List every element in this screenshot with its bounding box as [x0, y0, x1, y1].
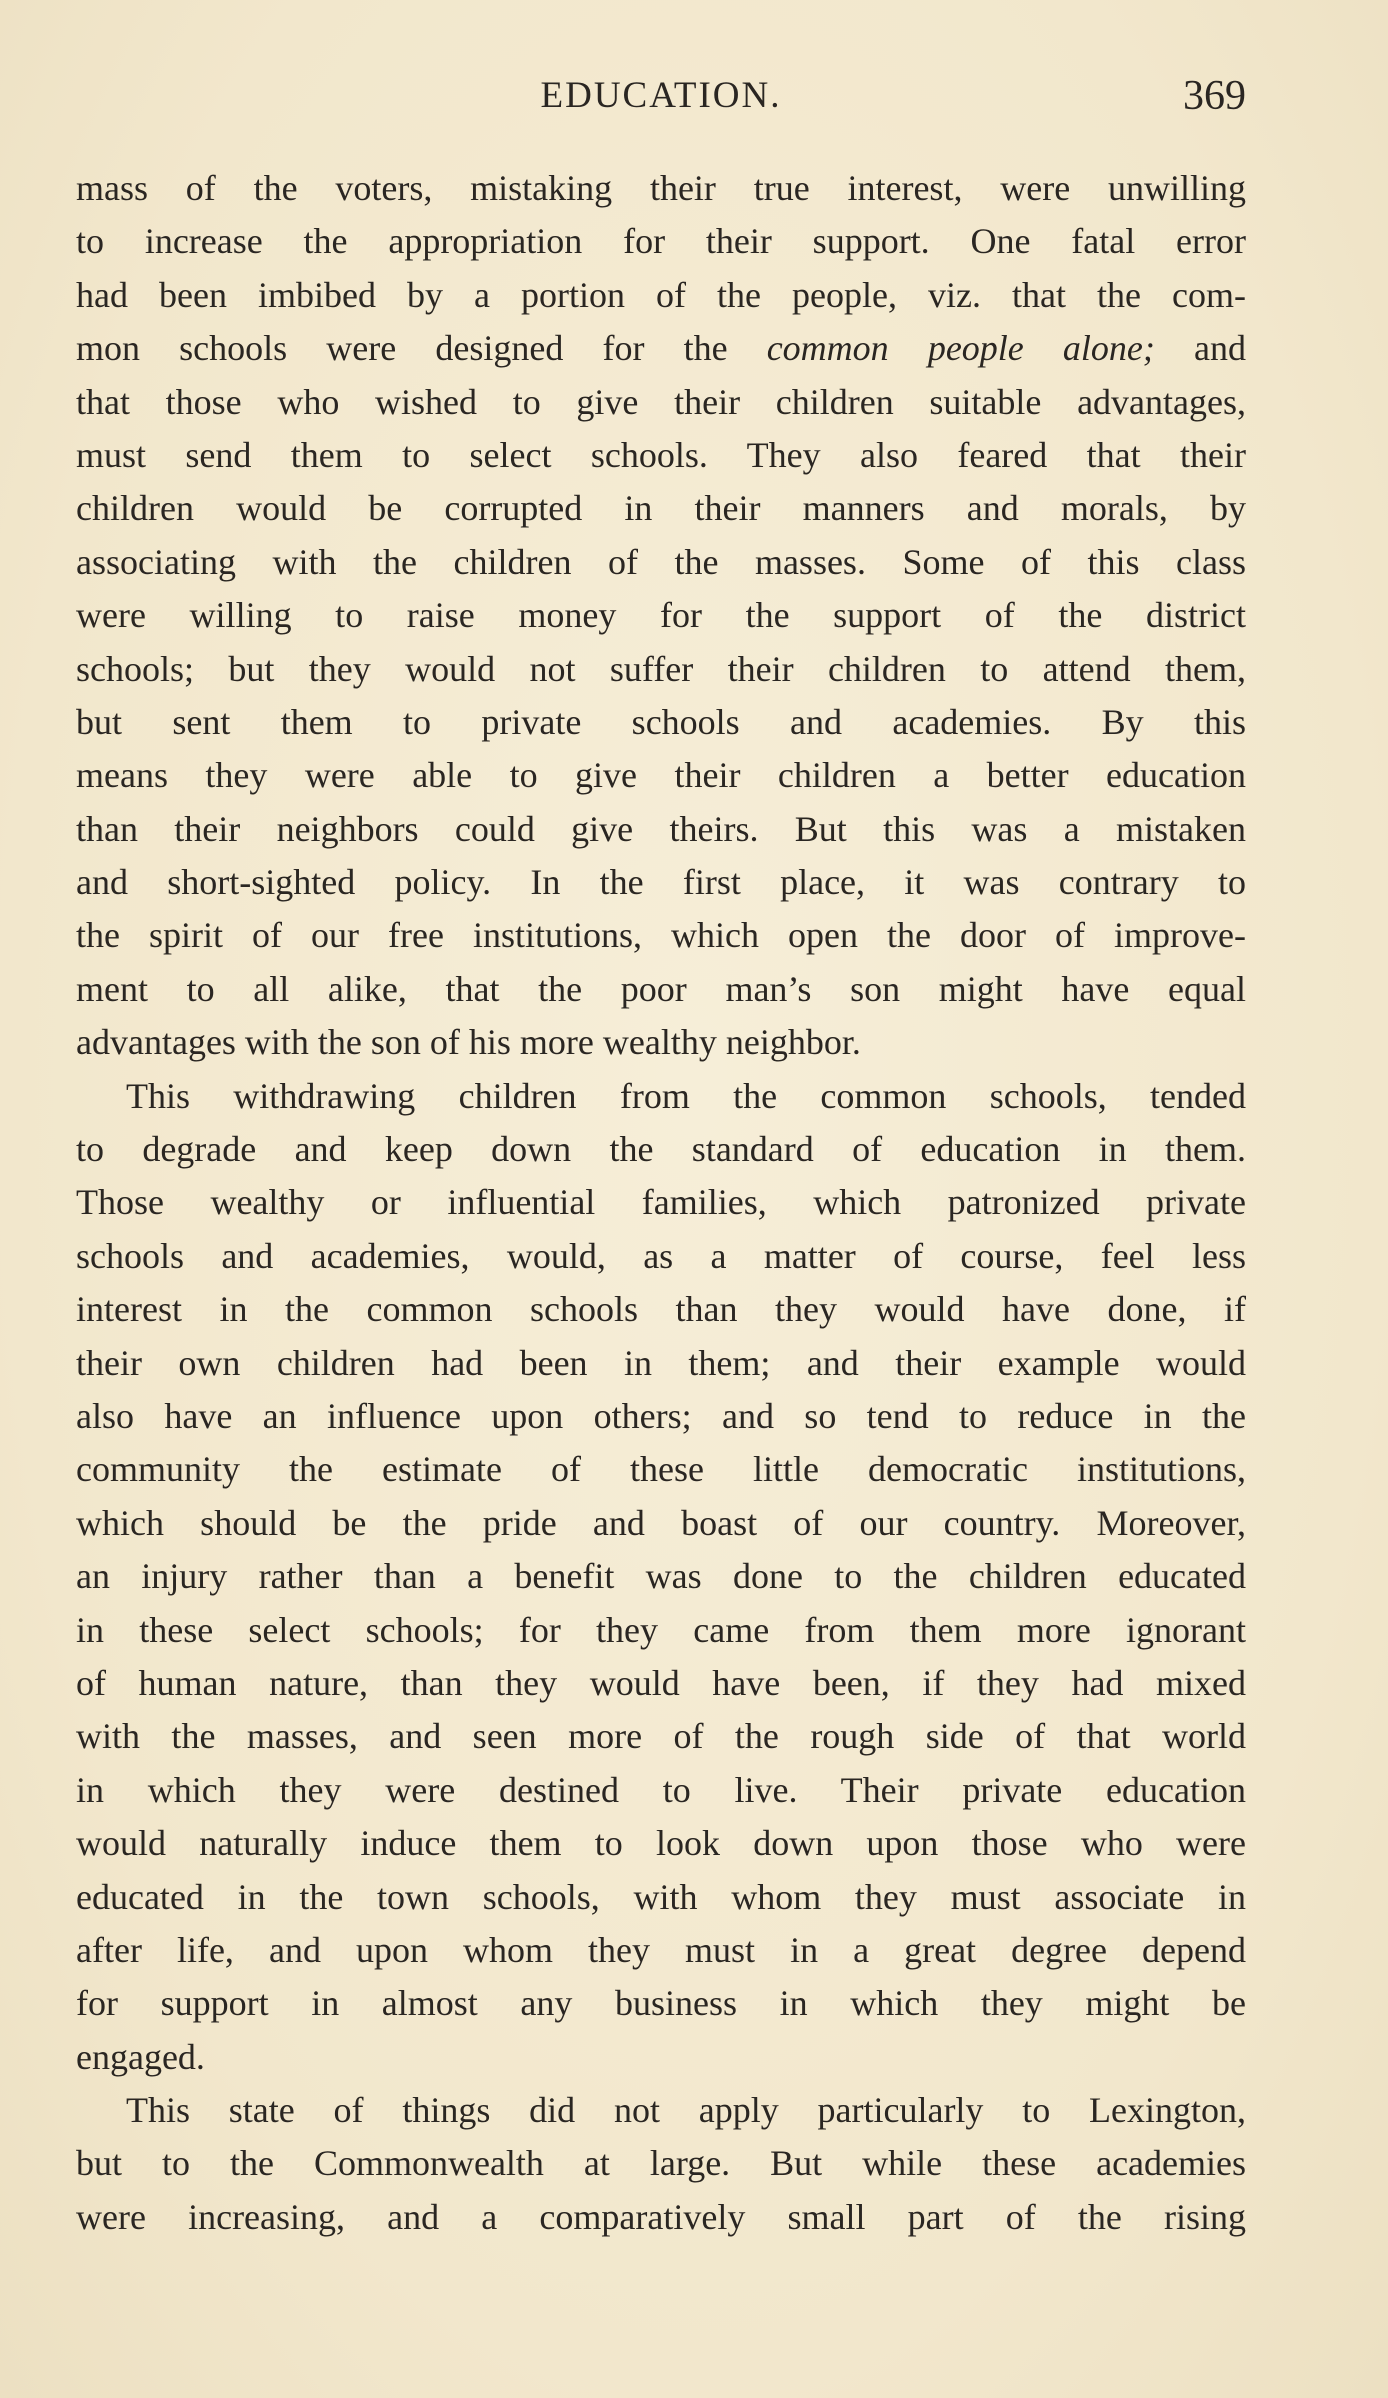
text-line: for support in almost any business in which they might be: [76, 1983, 1246, 2024]
text-line: associating with the children of the masses. Some of this class: [76, 541, 1246, 582]
text-line: but to the Commonwealth at large. But while these academies: [76, 2143, 1246, 2184]
text-line: which should be the pride and boast of our country. Moreover,: [76, 1502, 1246, 1543]
text-line: ment to all alike, that the poor man’s son might have equal: [76, 968, 1246, 1009]
text-line: and short-sighted policy. In the first place, it was contrary to: [76, 862, 1246, 903]
text-line: had been imbibed by a portion of the people, viz. that the com-: [76, 274, 1246, 315]
running-head: EDUCATION.: [540, 75, 782, 116]
text-line: community the estimate of these little democratic institutions,: [76, 1449, 1246, 1490]
text-line: but sent them to private schools and academies. By this: [76, 701, 1246, 742]
text-line: would naturally induce them to look down upon those who were: [76, 1823, 1246, 1864]
italic-phrase: common people alone;: [766, 328, 1155, 369]
text-line: their own children had been in them; and their example would: [76, 1342, 1246, 1383]
text-line: engaged.: [76, 2036, 205, 2077]
text-line: educated in the town schools, with whom they must associate in: [76, 1876, 1246, 1917]
text-run: mon schools were designed for the: [76, 328, 767, 369]
text-line: to increase the appropriation for their support. One fatal error: [76, 221, 1246, 262]
page-header: [76, 72, 1246, 122]
text-line: children would be corrupted in their manners and morals, by: [76, 488, 1246, 529]
text-line: advantages with the son of his more wealthy neighbor.: [76, 1022, 861, 1063]
text-line: than their neighbors could give theirs. But this was a mistaken: [76, 808, 1246, 849]
text-line: in these select schools; for they came from them more ignorant: [76, 1609, 1246, 1650]
text-line: an injury rather than a benefit was done to the children educated: [76, 1556, 1246, 1597]
text-line: interest in the common schools than they would have done, if: [76, 1289, 1246, 1330]
text-line: of human nature, than they would have been, if they had mixed: [76, 1662, 1246, 1703]
text-line: mass of the voters, mistaking their true interest, were unwilling: [76, 168, 1246, 208]
body-text: [76, 162, 1246, 2244]
text-line: Those wealthy or influential families, which patronized private: [76, 1182, 1246, 1223]
paragraph-start-line: This state of things did not apply particularly to Lexington,: [126, 2090, 1246, 2131]
page-number: 369: [1183, 73, 1246, 119]
paragraph-start-line: This withdrawing children from the common schools, tended: [126, 1075, 1246, 1116]
text-run: and: [1154, 328, 1246, 369]
text-line: that those who wished to give their children suitable advantages,: [76, 381, 1246, 422]
text-line: schools and academies, would, as a matter of course, feel less: [76, 1235, 1246, 1276]
text-line: in which they were destined to live. Their private education: [76, 1769, 1246, 1810]
text-line: also have an influence upon others; and so tend to reduce in the: [76, 1395, 1246, 1436]
text-line: with the masses, and seen more of the rough side of that world: [76, 1716, 1246, 1757]
text-line: [76, 322, 1246, 375]
text-line: after life, and upon whom they must in a great degree depend: [76, 1929, 1246, 1970]
text-line: were increasing, and a comparatively small part of the rising: [76, 2196, 1246, 2237]
text-line: must send them to select schools. They also feared that their: [76, 434, 1246, 475]
text-line: means they were able to give their children a better education: [76, 755, 1246, 796]
text-line: to degrade and keep down the standard of education in them.: [76, 1129, 1246, 1170]
text-line: schools; but they would not suffer their children to attend them,: [76, 648, 1246, 689]
text-line: the spirit of our free institutions, which open the door of improve-: [76, 915, 1246, 956]
text-line: were willing to raise money for the support of the district: [76, 595, 1246, 636]
